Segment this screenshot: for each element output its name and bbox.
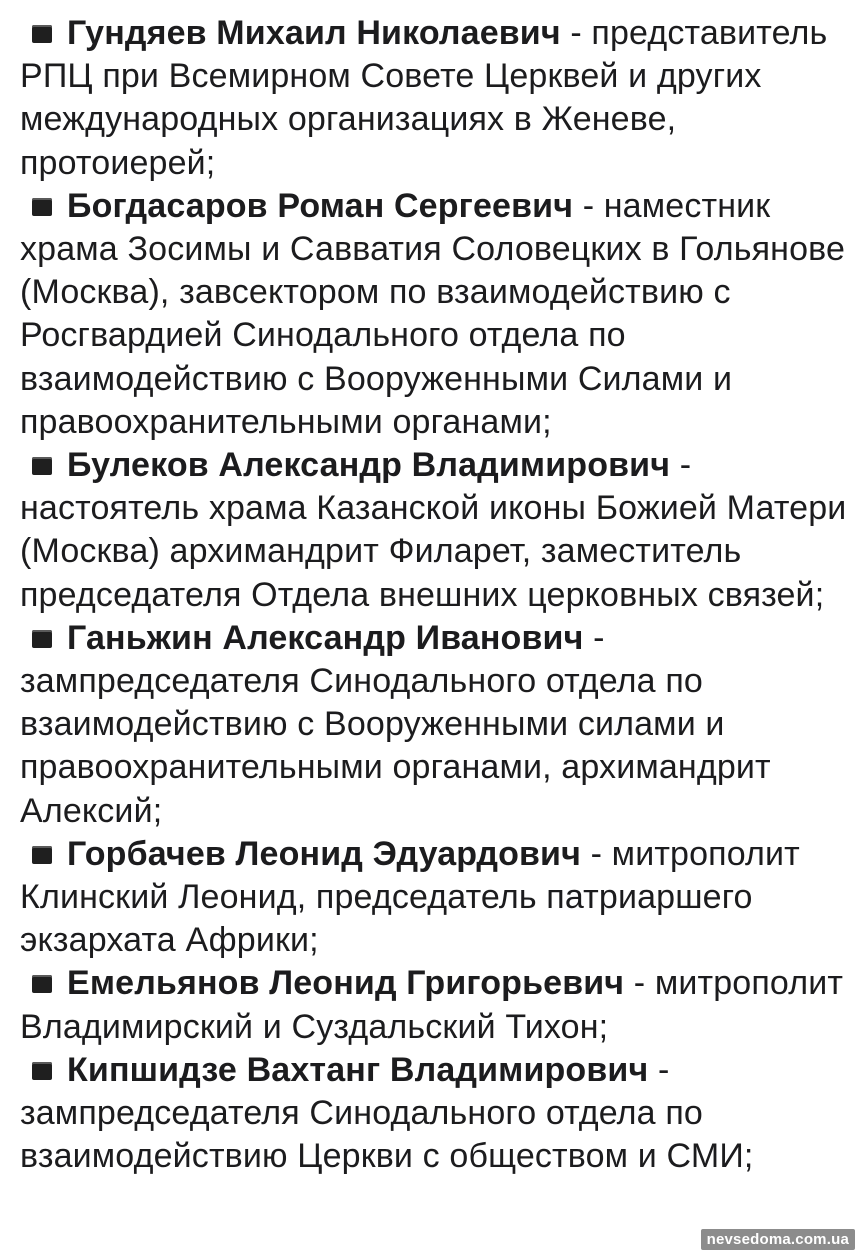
person-name: Емельянов Леонид Григорьевич (67, 964, 625, 1003)
person-name: Богдасаров Роман Сергеевич (67, 186, 574, 225)
person-name: Кипшидзе Вахтанг Владимирович (67, 1050, 649, 1089)
person-description: - митрополит Владимирский и Суздальский Тихон; (20, 964, 844, 1046)
list-item (20, 833, 850, 963)
black-square-bullet-icon (32, 198, 52, 216)
black-square-bullet-icon (32, 25, 52, 43)
black-square-bullet-icon (32, 975, 52, 993)
site-watermark: nevsedoma.com.ua (701, 1229, 855, 1250)
list-item (20, 185, 850, 444)
black-square-bullet-icon (32, 1062, 52, 1080)
person-name: Булеков Александр Владимирович (67, 446, 671, 485)
black-square-bullet-icon (32, 630, 52, 648)
person-name: Ганьжин Александр Иванович (67, 618, 584, 657)
black-square-bullet-icon (32, 457, 52, 475)
list-item (20, 617, 850, 833)
person-description: - наместник храма Зосимы и Савватия Соловецких в Гольянове (Москва), завсектором по взаимодействию с Росгвардией Синодального отдела по взаимодействию с Вооруженными Силами и правоохранительными органами; (20, 186, 846, 441)
black-square-bullet-icon (32, 846, 52, 864)
person-name: Горбачев Леонид Эдуардович (67, 834, 581, 873)
person-description: - зампредседателя Синодального отдела по взаимодействию Церкви с обществом и СМИ; (20, 1050, 754, 1176)
person-description: - настоятель храма Казанской иконы Божией Матери (Москва) архимандрит Филарет, заместитель председателя Отдела внешних церковных связей; (20, 446, 847, 614)
list-item (20, 1049, 850, 1179)
person-description: - представитель РПЦ при Всемирном Совете Церквей и других международных организациях в Женеве, протоиерей; (20, 14, 828, 182)
list-item (20, 12, 850, 185)
person-description: - митрополит Клинский Леонид, председатель патриаршего экзархата Африки; (20, 834, 800, 960)
person-description: - зампредседателя Синодального отдела по взаимодействию с Вооруженными силами и правоохранительными органами, архимандрит Алексий; (20, 618, 771, 830)
list-item (20, 444, 850, 617)
list-item (20, 962, 850, 1048)
sanctions-list (20, 12, 850, 1178)
person-name: Гундяев Михаил Николаевич (67, 14, 561, 52)
